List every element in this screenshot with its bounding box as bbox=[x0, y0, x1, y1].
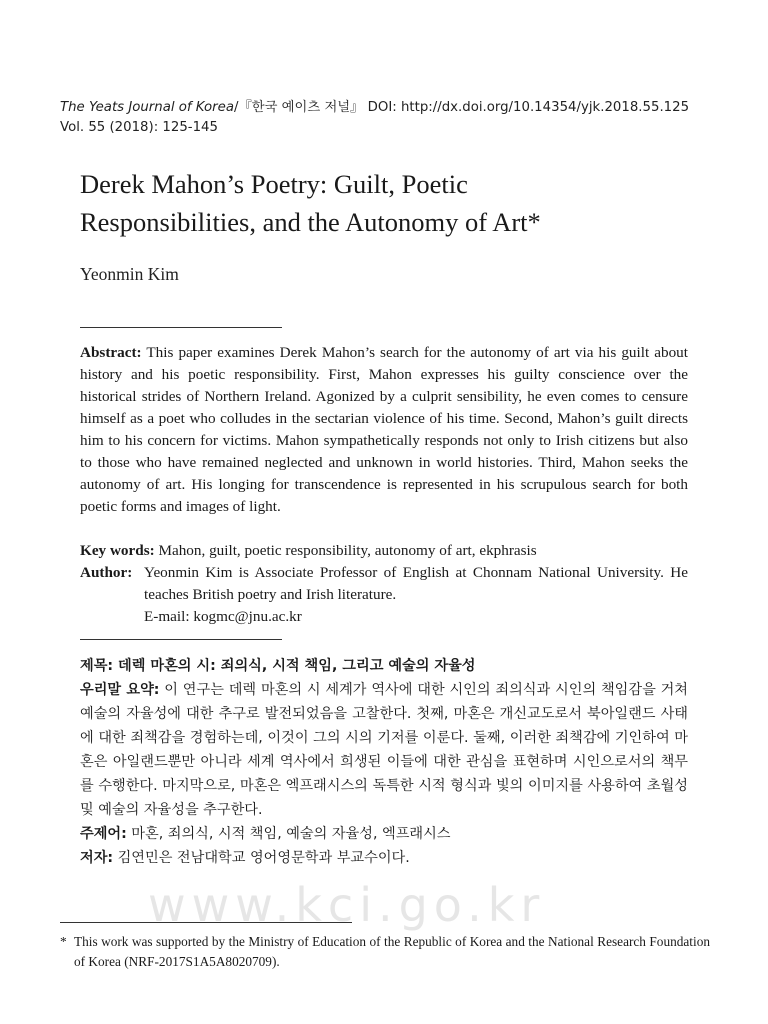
volume-info: Vol. 55 (2018): 125-145 bbox=[60, 120, 218, 135]
author-info-body bbox=[144, 562, 688, 628]
divider bbox=[80, 639, 282, 640]
footnote-mark: * bbox=[60, 934, 67, 949]
watermark: www.kci.go.kr bbox=[148, 878, 546, 932]
korean-summary-text: 이 연구는 데렉 마혼의 시 세계가 역사에 대한 시인의 죄의식과 시인의 책임감을 거쳐 예술의 자율성에 대한 추구로 발전되었음을 고찰한다. 첫째, 마혼은 개신교도로서 북아일랜드 사태에 대한 죄책감을 경험하는데, 이것이 그의 시의 기저를 이룬다. 둘째, 이러한 죄책감에 기인하여 마혼은 아일랜드뿐만 아니라 세계 역사에서 희생된 이들에 대한 관심을 표현하며 시인으로서의 책무를 수행한다. 마지막으로, 마혼은 엑프래시스의 독특한 시적 형식과 빛의 이미지를 사용하여 초월성 및 예술의 자율성을 추구한다. bbox=[80, 682, 689, 818]
keywords bbox=[80, 540, 688, 562]
korean-author-label: 저자: bbox=[80, 850, 114, 866]
journal-citation bbox=[60, 98, 740, 118]
footnote bbox=[60, 932, 710, 972]
article-title bbox=[80, 165, 700, 241]
footnote-text: This work was supported by the Ministry of Education of the Republic of Korea and the National Research Foundation of Korea (NRF-2017S1A5A8020709). bbox=[74, 934, 710, 969]
author-info bbox=[80, 562, 688, 628]
author-email: E-mail: kogmc@jnu.ac.kr bbox=[144, 608, 302, 625]
korean-author bbox=[80, 846, 688, 870]
running-head bbox=[60, 98, 740, 138]
title-line-2: Responsibilities, and the Autonomy of Art* bbox=[80, 207, 541, 237]
korean-summary-label: 우리말 요약: bbox=[80, 682, 160, 698]
journal-name-en: The Yeats Journal of Korea bbox=[60, 100, 234, 115]
korean-keywords-label: 주제어: bbox=[80, 826, 127, 842]
korean-keywords-text: 마혼, 죄의식, 시적 책임, 예술의 자율성, 엑프래시스 bbox=[126, 826, 451, 842]
korean-summary bbox=[80, 678, 688, 822]
author-info-label: Author: bbox=[80, 564, 133, 581]
divider bbox=[80, 327, 282, 328]
korean-title: 제목: 데렉 마혼의 시: 죄의식, 시적 책임, 그리고 예술의 자율성 bbox=[80, 658, 476, 674]
korean-keywords bbox=[80, 822, 688, 846]
abstract-text: This paper examines Derek Mahon’s search for the autonomy of art via his guilt about history and his poetic responsibility. First, Mahon expresses his guilty conscience over the historical strides of Northern Ireland. Agonized by a culprit sensibility, he even comes to censure himself as a poet who colludes in the sectarian violence of his time. Second, Mahon’s guilt directs him to his concern for victims. Mahon sympathetically responds not only to Irish citizens but also to those who have remained neglected and unknown in world histories. Third, Mahon seeks the autonomy of art. His longing for transcendence is represented in his scrupulous search for both poetic forms and images of light. bbox=[80, 344, 688, 515]
title-line-1: Derek Mahon’s Poetry: Guilt, Poetic bbox=[80, 169, 468, 199]
author-info-text: Yeonmin Kim is Associate Professor of English at Chonnam National University. He teaches British poetry and Irish literature. bbox=[144, 564, 688, 603]
korean-author-text: 김연민은 전남대학교 영어영문학과 부교수이다. bbox=[113, 850, 410, 866]
keywords-label: Key words: bbox=[80, 542, 155, 559]
abstract bbox=[80, 342, 688, 518]
keywords-text: Mahon, guilt, poetic responsibility, autonomy of art, ekphrasis bbox=[154, 542, 537, 559]
journal-name-kr-doi: /『한국 예이츠 저널』 DOI: http://dx.doi.org/10.14354/yjk.2018.55.125 bbox=[233, 100, 690, 115]
korean-summary-block bbox=[80, 654, 688, 870]
footnote-divider bbox=[60, 922, 352, 923]
author-name: Yeonmin Kim bbox=[80, 264, 179, 284]
abstract-label: Abstract: bbox=[80, 344, 142, 361]
